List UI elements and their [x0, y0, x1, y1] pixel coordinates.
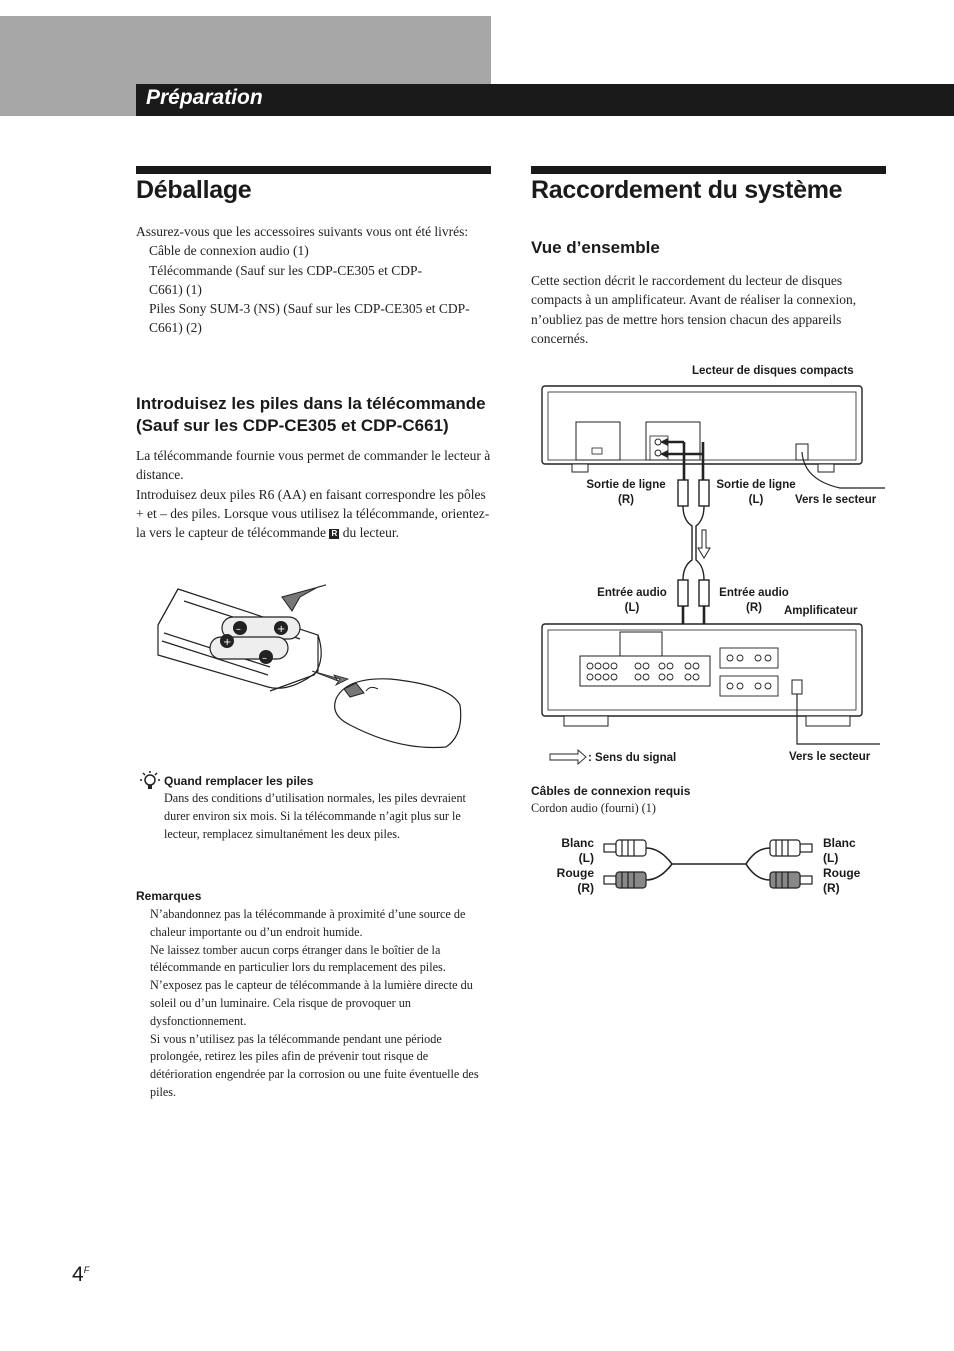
- cable-left-red: Rouge: [556, 866, 594, 880]
- overview-text: Cette section décrit le raccordement du lecteur de disques compacts à un amplificateur. Avant de réaliser la connexion, n’oubliez pas de mettre hors tension chacun des appareils concernés.: [531, 273, 857, 346]
- label-audio-in-l: [586, 586, 678, 616]
- section-title: Préparation: [146, 86, 263, 109]
- cable-left-white-channel: (L): [578, 851, 594, 865]
- tip-lightbulb-icon: [139, 770, 161, 792]
- label-to-mains-2: Vers le secteur: [789, 751, 871, 763]
- svg-text:–: –: [236, 624, 241, 635]
- connection-diagram: [540, 380, 885, 750]
- svg-text:–: –: [262, 653, 267, 664]
- accessory-item: Piles Sony SUM-3 (NS) (Sauf sur les CDP-CE305 et CDP-C661) (2): [149, 301, 470, 336]
- note-item: Si vous n’utilisez pas la télécommande pendant une période prolongée, retirez les piles afin de prévenir tout risque de détérioration engendrée par la corrosion ou une fuite éventuelle des piles.: [150, 1031, 479, 1099]
- batteries-para2: [136, 485, 492, 543]
- cable-right-white-channel: (L): [823, 851, 839, 865]
- batteries-text: [136, 446, 492, 542]
- accessory-item: Télécommande (Sauf sur les CDP-CE305 et CDP-C661) (1): [149, 262, 422, 297]
- remote-battery-illustration: [150, 575, 470, 755]
- batteries-para2-text: Introduisez deux piles R6 (AA) en faisant correspondre les pôles + et – des piles. Lorsque vous utilisez la télécommande, orientez-la vers le capteur de télécommande: [136, 486, 490, 541]
- notes-list: [150, 906, 490, 1102]
- label-audio-in-r-channel: (R): [746, 602, 762, 614]
- note-item: N’exposez pas le capteur de télécommande à la lumière directe du soleil ou d’un luminaire. Cela risque de provoquer un dysfonctionnement.: [150, 978, 473, 1028]
- label-line-out-r: [578, 478, 674, 508]
- audio-cable-illustration: [600, 836, 816, 892]
- cable-right-red: Rouge: [823, 866, 861, 880]
- intro-block: [136, 222, 491, 338]
- svg-text:+: +: [223, 637, 232, 648]
- batteries-para2-end: du lecteur.: [342, 525, 400, 541]
- label-to-mains-1: Vers le secteur: [795, 494, 877, 506]
- cables-title: Câbles de connexion requis: [531, 784, 691, 798]
- label-audio-in-l-text: Entrée audio: [597, 587, 667, 599]
- page-title-left: Déballage: [136, 176, 252, 204]
- remote-sensor-icon: R: [329, 529, 339, 539]
- title-rule-left: [136, 166, 491, 174]
- note-item: N’abandonnez pas la télécommande à proximité d’une source de chaleur importante ou d’un endroit humide.: [150, 907, 466, 939]
- subheading-batteries: Introduisez les piles dans la télécommande (Sauf sur les CDP-CE305 et CDP-C661): [136, 394, 486, 435]
- label-line-out-r-channel: (R): [618, 494, 634, 506]
- tip-text: Dans des conditions d’utilisation normales, les piles devraient durer environ six mois. Si la télécommande n’agit plus sur le lecteur, remplacez simultanément les deux piles.: [164, 791, 466, 841]
- cables-desc: Cordon audio (fourni) (1): [531, 801, 656, 815]
- note-item: Ne laissez tomber aucun corps étranger dans le boîtier de la télécommande en particulier lors du remplacement des piles.: [150, 942, 446, 975]
- page-number: [72, 1263, 89, 1287]
- label-line-out-l-channel: (L): [748, 494, 764, 506]
- label-cd-player: Lecteur de disques compacts: [692, 365, 854, 377]
- svg-text:+: +: [277, 624, 286, 635]
- label-amplifier: Amplificateur: [784, 605, 858, 617]
- title-rule-right: [531, 166, 886, 174]
- label-line-out-l-text: Sortie de ligne: [716, 479, 796, 491]
- intro-text: Assurez-vous que les accessoires suivants vous ont été livrés:: [136, 224, 469, 239]
- page-title-right: Raccordement du système: [531, 176, 843, 204]
- accessory-item: Câble de connexion audio (1): [149, 243, 309, 259]
- batteries-para1: La télécommande fournie vous permet de commander le lecteur à distance.: [136, 448, 491, 483]
- label-audio-in-l-channel: (L): [624, 602, 640, 614]
- cable-label-right: [823, 836, 883, 896]
- cable-left-red-channel: (R): [577, 881, 594, 895]
- notes-title: Remarques: [136, 889, 202, 903]
- page-number-value: 4: [72, 1263, 84, 1286]
- label-signal-legend: : Sens du signal: [588, 752, 677, 764]
- cable-label-left: [550, 836, 594, 896]
- subheading-overview: Vue d’ensemble: [531, 238, 660, 257]
- cable-right-red-channel: (R): [823, 881, 840, 895]
- page-number-suffix: F: [83, 1265, 90, 1275]
- label-audio-in-r-text: Entrée audio: [719, 587, 789, 599]
- label-line-out-r-text: Sortie de ligne: [586, 479, 666, 491]
- cable-right-white: Blanc: [823, 836, 856, 850]
- label-line-out-l: [708, 478, 804, 508]
- tip-title: Quand remplacer les piles: [164, 774, 314, 788]
- cable-left-white: Blanc: [561, 836, 594, 850]
